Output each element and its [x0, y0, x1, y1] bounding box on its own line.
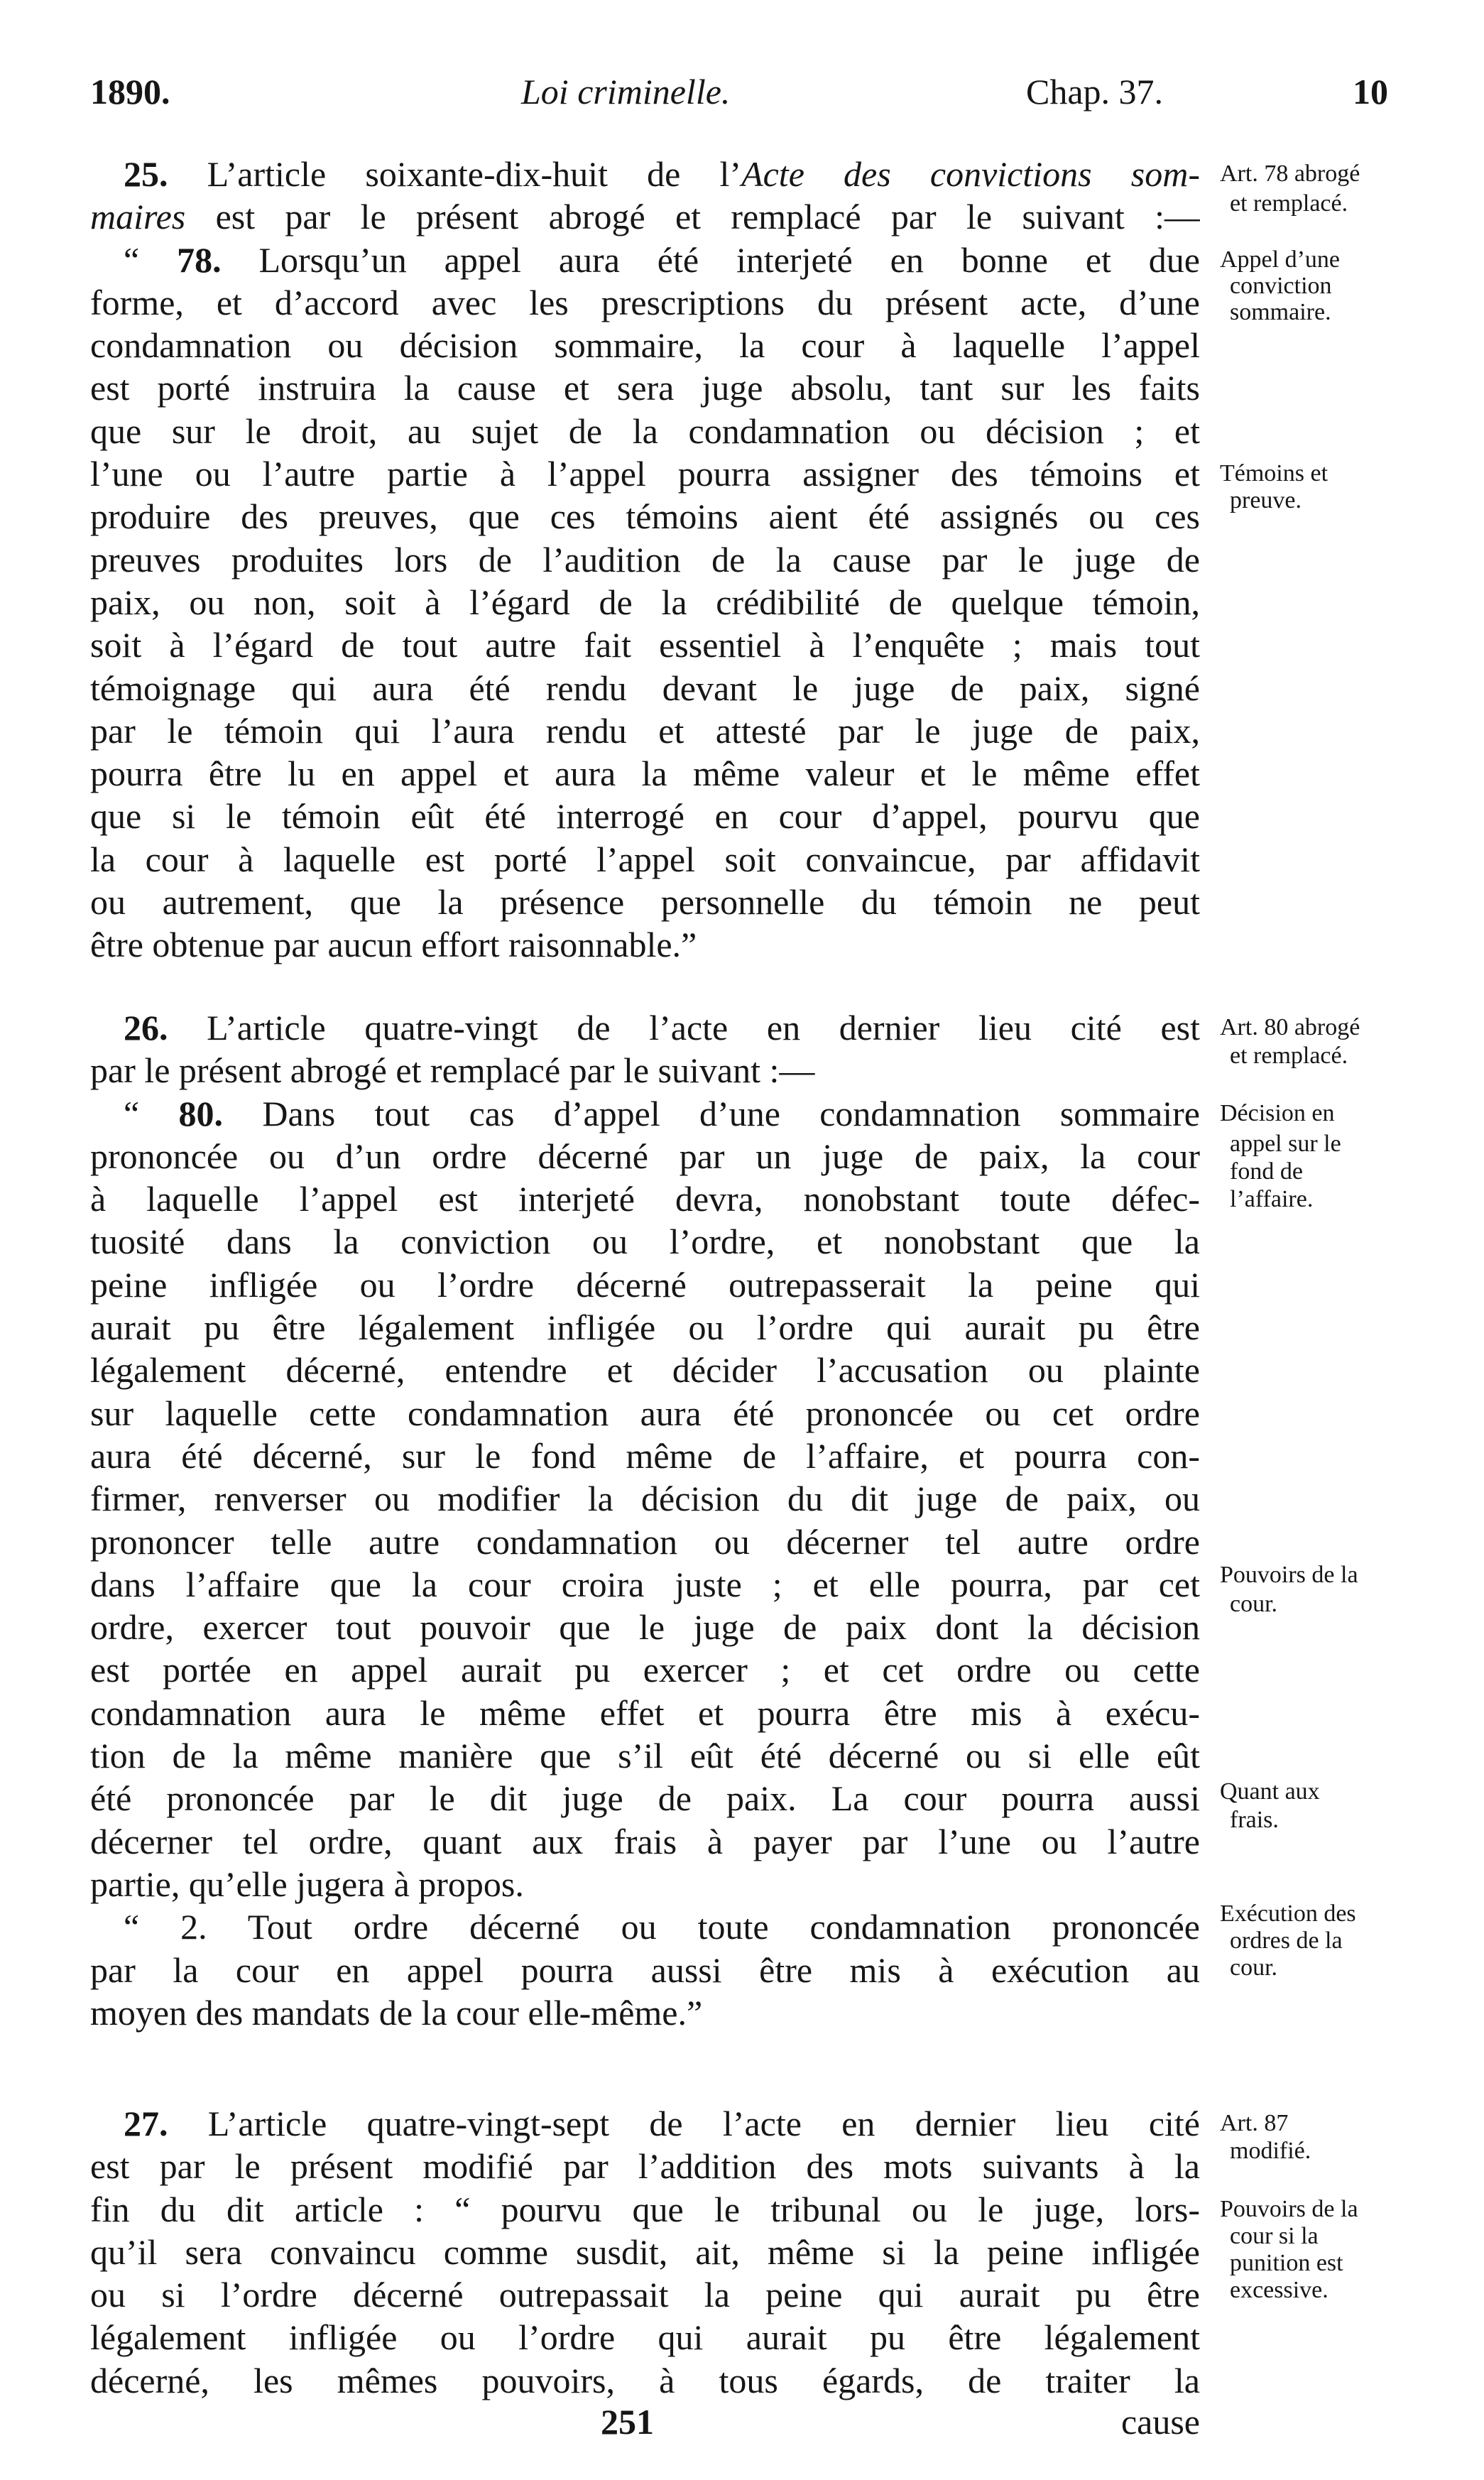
margin-note-line: Pouvoirs de la	[1220, 1562, 1358, 1588]
text-line: être obtenue par aucun effort raisonnable.”	[90, 925, 697, 965]
section-number: 25.	[124, 154, 168, 194]
margin-note-line: Exécution des	[1220, 1900, 1356, 1927]
margin-note-line: sommaire.	[1230, 299, 1331, 325]
text-segment: Lorsqu’un appel aura été interjeté en bonne et due	[221, 239, 1200, 280]
margin-note-line: conviction	[1230, 273, 1332, 299]
margin-note-line: Art. 78 abrogé	[1220, 161, 1360, 187]
catchword: cause	[1120, 2402, 1200, 2442]
margin-note-line: Art. 80 abrogé	[1220, 1014, 1360, 1040]
section-27	[90, 2102, 1200, 2402]
text-line: tuosité dans la conviction ou l’ordre, et nonobstant que la	[90, 1222, 1200, 1262]
margin-note-line: Appel d’une	[1220, 246, 1341, 273]
text-line: est porté instruira la cause et sera juge absolu, tant sur les faits	[90, 368, 1200, 408]
text-segment: L’article soixante-dix-huit de l’	[168, 154, 742, 194]
margin-note-line: Décision en	[1220, 1100, 1335, 1126]
section-26	[90, 1006, 1200, 2034]
running-head-year: 1890.	[90, 72, 170, 112]
margin-note-line: cour.	[1230, 1591, 1278, 1617]
text-line: légalement décerné, entendre et décider l’accusation ou plainte	[90, 1350, 1200, 1391]
article-number: 78.	[177, 239, 222, 280]
section-number: 26.	[124, 1008, 168, 1048]
text-segment: L’article quatre-vingt de l’acte en dernier lieu cité est	[168, 1008, 1200, 1048]
text-line: que si le témoin eût été interrogé en cour d’appel, pourvu que	[90, 796, 1200, 837]
margin-note-line: cour si la	[1230, 2223, 1319, 2249]
text-line: “ 2. Tout ordre décerné ou toute condamnation prononcée	[124, 1907, 1200, 1947]
italic-segment: maires	[90, 197, 186, 237]
text-line: aura été décerné, sur le fond même de l’affaire, et pourra con-	[90, 1435, 1200, 1476]
text-line: légalement infligée ou l’ordre qui aurait pu être légalement	[90, 2317, 1200, 2358]
text-line: forme, et d’accord avec les prescriptions du présent acte, d’une	[90, 282, 1200, 322]
text-line	[90, 1092, 1200, 1135]
text-line: par le présent abrogé et remplacé par le suivant :—	[90, 1050, 815, 1091]
text-line: qu’il sera convaincu comme susdit, ait, même si la peine infligée	[90, 2231, 1200, 2272]
text-line: sur laquelle cette condamnation aura été prononcée ou cet ordre	[90, 1393, 1200, 1433]
text-line: ordre, exercer tout pouvoir que le juge de paix dont la décision	[90, 1607, 1200, 1648]
margin-note-line: excessive.	[1230, 2277, 1328, 2303]
margin-note-line: et remplacé.	[1230, 1043, 1348, 1069]
text-line: ou autrement, que la présence personnelle du témoin ne peut	[90, 882, 1200, 923]
article-number: 80.	[178, 1093, 224, 1133]
folio-number: 251	[601, 2402, 654, 2442]
text-line: prononcer telle autre condamnation ou décerner tel autre ordre	[90, 1521, 1200, 1562]
text-line: pourra être lu en appel et aura la même valeur et le même effet	[90, 754, 1200, 794]
margin-note-line: ordres de la	[1230, 1927, 1343, 1954]
running-head-title: Loi criminelle.	[521, 72, 731, 112]
margin-note-line: frais.	[1230, 1807, 1279, 1833]
text-line: est par le présent modifié par l’addition des mots suivants à la	[90, 2146, 1200, 2187]
text-line: est portée en appel aurait pu exercer ; et cet ordre ou cette	[90, 1650, 1200, 1690]
text-line	[90, 1006, 1200, 1049]
text-line: preuves produites lors de l’audition de la cause par le juge de	[90, 539, 1200, 580]
section-25	[90, 153, 1200, 967]
text-line: soit à l’égard de tout autre fait essentiel à l’enquête ; mais tout	[90, 625, 1200, 665]
text-line: par la cour en appel pourra aussi être mis à exécution au	[90, 1949, 1200, 1990]
margin-note-line: Art. 87	[1220, 2110, 1289, 2136]
text-segment: L’article quatre-vingt-sept de l’acte en dernier lieu cité	[168, 2104, 1200, 2143]
text-line	[90, 2102, 1200, 2145]
text-line: tion de la même manière que s’il eût été décerné ou si elle eût	[90, 1736, 1200, 1776]
quote-mark: “	[124, 1093, 179, 1133]
margin-note-line: cour.	[1230, 1954, 1278, 1981]
text-line: témoignage qui aura été rendu devant le juge de paix, signé	[90, 668, 1200, 708]
text-line: dans l’affaire que la cour croira juste ; et elle pourra, par cet	[90, 1564, 1200, 1604]
text-segment: Dans tout cas d’appel d’une condamnation sommaire	[223, 1093, 1200, 1133]
text-line: condamnation aura le même effet et pourra être mis à exécu-	[90, 1692, 1200, 1733]
section-number: 27.	[124, 2104, 168, 2143]
text-line: paix, ou non, soit à l’égard de la crédibilité de quelque témoin,	[90, 582, 1200, 622]
margin-note-line: fond de	[1230, 1158, 1303, 1185]
margin-note-line: Quant aux	[1220, 1778, 1320, 1805]
text-line: prononcée ou d’un ordre décerné par un juge de paix, la cour	[90, 1136, 1200, 1176]
text-line: par le témoin qui l’aura rendu et attesté par le juge de paix,	[90, 710, 1200, 751]
text-line: la cour à laquelle est porté l’appel soit convaincue, par affidavit	[90, 839, 1200, 879]
text-line: décerner tel ordre, quant aux frais à payer par l’une ou l’autre	[90, 1821, 1200, 1861]
margin-note-line: appel sur le	[1230, 1131, 1341, 1157]
margin-note-line: Témoins et	[1220, 460, 1328, 486]
margin-note-line: Pouvoirs de la	[1220, 2196, 1358, 2222]
text-segment: est par le présent abrogé et remplacé par le suivant :—	[185, 197, 1200, 237]
text-line: peine infligée ou l’ordre décerné outrepasserait la peine qui	[90, 1264, 1200, 1305]
page-number: 10	[1353, 72, 1388, 112]
text-line: été prononcée par le dit juge de paix. La cour pourra aussi	[90, 1778, 1200, 1819]
text-line: partie, qu’elle jugera à propos.	[90, 1864, 524, 1904]
italic-segment: Acte des convictions som-	[741, 154, 1200, 194]
margin-note-line: punition est	[1230, 2250, 1343, 2276]
margin-note-line: preuve.	[1230, 487, 1302, 513]
text-line: ou si l’ordre décerné outrepassait la peine qui aurait pu être	[90, 2275, 1200, 2315]
text-line	[90, 195, 1200, 238]
text-line: moyen des mandats de la cour elle-même.”	[90, 1992, 703, 2033]
text-line: aurait pu être légalement infligée ou l’ordre qui aurait pu être	[90, 1307, 1200, 1348]
margin-note-line: et remplacé.	[1230, 190, 1348, 217]
text-line: à laquelle l’appel est interjeté devra, nonobstant toute défec-	[90, 1179, 1200, 1219]
quote-mark: “	[124, 239, 178, 280]
chapter-number: Chap. 37.	[1026, 72, 1164, 112]
text-line	[90, 153, 1200, 195]
margin-note-line: modifié.	[1230, 2138, 1311, 2164]
margin-note-line: l’affaire.	[1230, 1186, 1314, 1212]
text-line: décerné, les mêmes pouvoirs, à tous égards, de traiter la	[90, 2360, 1200, 2400]
text-line	[90, 239, 1200, 281]
text-line: fin du dit article : “ pourvu que le tribunal ou le juge, lors-	[90, 2189, 1200, 2229]
text-line: firmer, renverser ou modifier la décision du dit juge de paix, ou	[90, 1479, 1200, 1519]
text-line: produire des preuves, que ces témoins aient été assignés ou ces	[90, 496, 1200, 537]
text-line: l’une ou l’autre partie à l’appel pourra assigner des témoins et	[90, 454, 1200, 494]
text-line: que sur le droit, au sujet de la condamnation ou décision ; et	[90, 410, 1200, 451]
text-line: condamnation ou décision sommaire, la cour à laquelle l’appel	[90, 325, 1200, 366]
